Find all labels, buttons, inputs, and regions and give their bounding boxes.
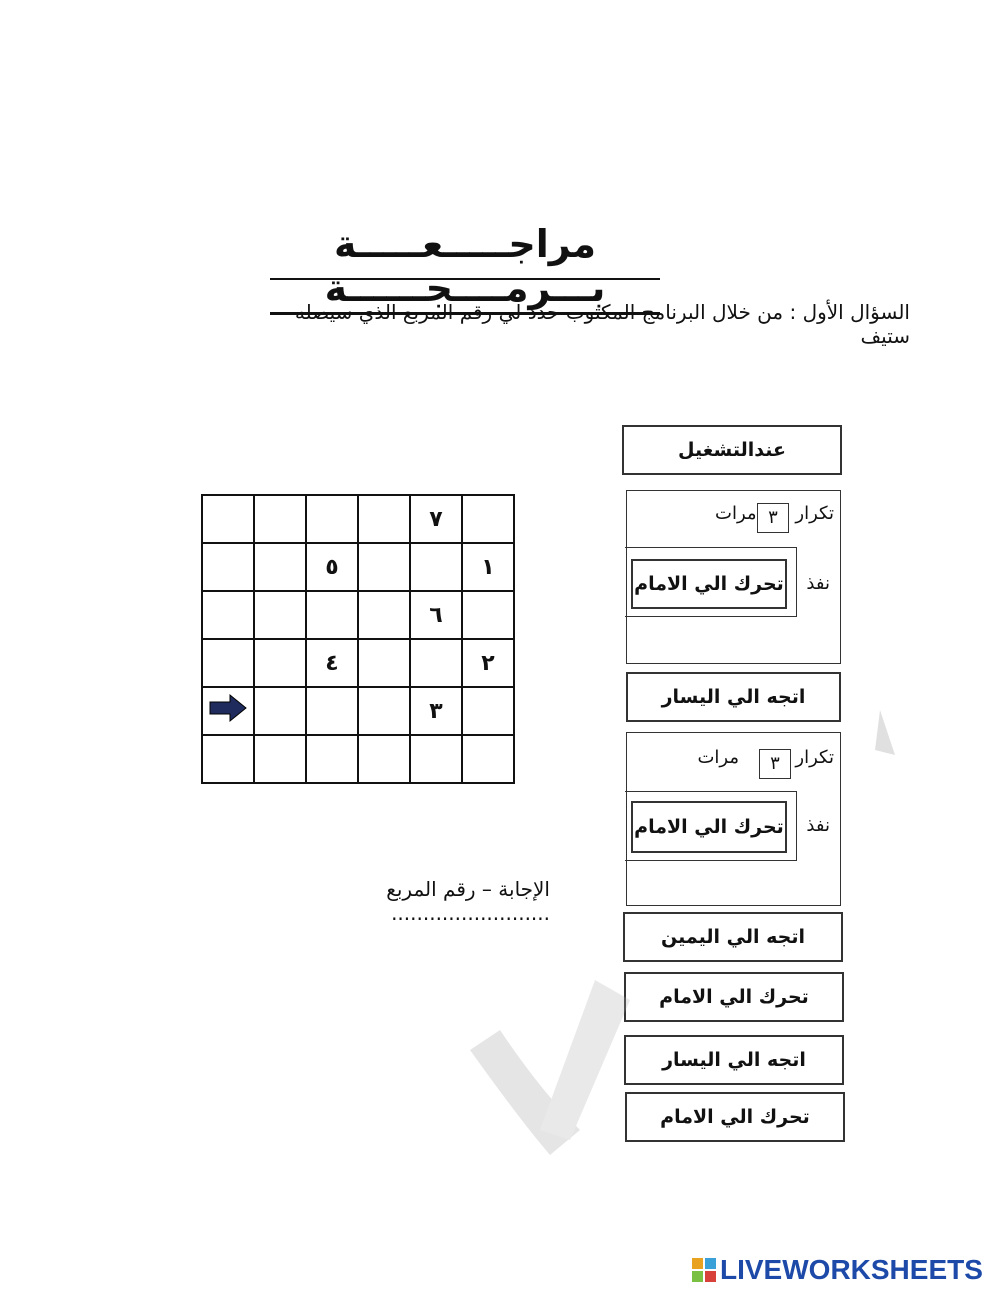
grid-cell	[462, 591, 514, 639]
grid-cell	[358, 543, 410, 591]
grid-row	[202, 639, 514, 687]
grid-cell	[462, 495, 514, 543]
do-label: نفذ	[806, 815, 830, 836]
grid-cell	[202, 735, 254, 783]
question-text: السؤال الأول : من خلال البرنامج المكتوب حدد لي رقم المربع الذي سيصله ستيف	[294, 300, 910, 348]
grid-cell	[410, 639, 462, 687]
grid-cell	[306, 687, 358, 735]
turn-left-label-2: اتجه الي اليسار	[662, 1049, 806, 1071]
grid-cell: ٧	[410, 495, 462, 543]
grid-cell	[410, 543, 462, 591]
grid-cell	[202, 687, 254, 735]
loop-block-1	[626, 490, 841, 664]
loop1-forward-label: تحرك الي الامام	[634, 573, 784, 595]
grid-cell	[254, 687, 306, 735]
grid-row	[202, 543, 514, 591]
title-underline	[270, 278, 660, 280]
grid-cell	[202, 543, 254, 591]
forward-label-1: تحرك الي الامام	[659, 986, 809, 1008]
grid-cell: ٢	[462, 639, 514, 687]
repeat-label: تكرار	[795, 503, 834, 524]
grid-cell	[202, 495, 254, 543]
grid-cell	[358, 495, 410, 543]
times-label: مرات	[715, 503, 757, 524]
page-title: مراجـــــعـــــة بـــرمــــجــــــة	[270, 222, 660, 315]
brand-text: LIVEWORKSHEETS	[720, 1254, 983, 1285]
do-label: نفذ	[806, 573, 830, 594]
grid-cell: ٦	[410, 591, 462, 639]
grid-cell	[306, 735, 358, 783]
grid-cell	[202, 639, 254, 687]
repeat-label: تكرار	[795, 747, 834, 768]
grid-cell: ١	[462, 543, 514, 591]
answer-blank[interactable]: .........................	[391, 901, 550, 925]
watermark-graphic	[460, 700, 900, 1170]
grid-cell	[254, 591, 306, 639]
answer-label: الإجابة – رقم المربع	[386, 877, 550, 901]
start-label: عندالتشغيل	[678, 439, 786, 461]
grid-cell	[202, 591, 254, 639]
brand-icon	[692, 1258, 716, 1282]
grid-cell	[410, 735, 462, 783]
repeat-count-box: ٣	[757, 503, 789, 533]
steve-arrow-icon	[208, 693, 248, 723]
grid-cell	[254, 735, 306, 783]
grid-cell: ٥	[306, 543, 358, 591]
turn-right-label: اتجه الي اليمين	[661, 926, 805, 948]
grid-cell	[254, 639, 306, 687]
loop1-forward-block	[631, 559, 787, 609]
grid-cell	[306, 591, 358, 639]
grid-cell	[306, 495, 358, 543]
liveworksheets-logo	[692, 1254, 983, 1286]
grid-cell: ٣	[410, 687, 462, 735]
start-block	[622, 425, 842, 475]
grid-cell	[254, 495, 306, 543]
grid-row	[202, 591, 514, 639]
grid-cell	[358, 735, 410, 783]
times-label: مرات	[697, 747, 739, 768]
grid-cell	[358, 687, 410, 735]
repeat-count-box: ٣	[759, 749, 791, 779]
loop2-forward-label: تحرك الي الامام	[634, 816, 784, 838]
grid-row	[202, 495, 514, 543]
grid-cell	[254, 543, 306, 591]
grid-cell: ٤	[306, 639, 358, 687]
forward-label-2: تحرك الي الامام	[660, 1106, 810, 1128]
grid-cell	[358, 591, 410, 639]
grid-cell	[358, 639, 410, 687]
turn-left-label-1: اتجه الي اليسار	[661, 686, 806, 708]
